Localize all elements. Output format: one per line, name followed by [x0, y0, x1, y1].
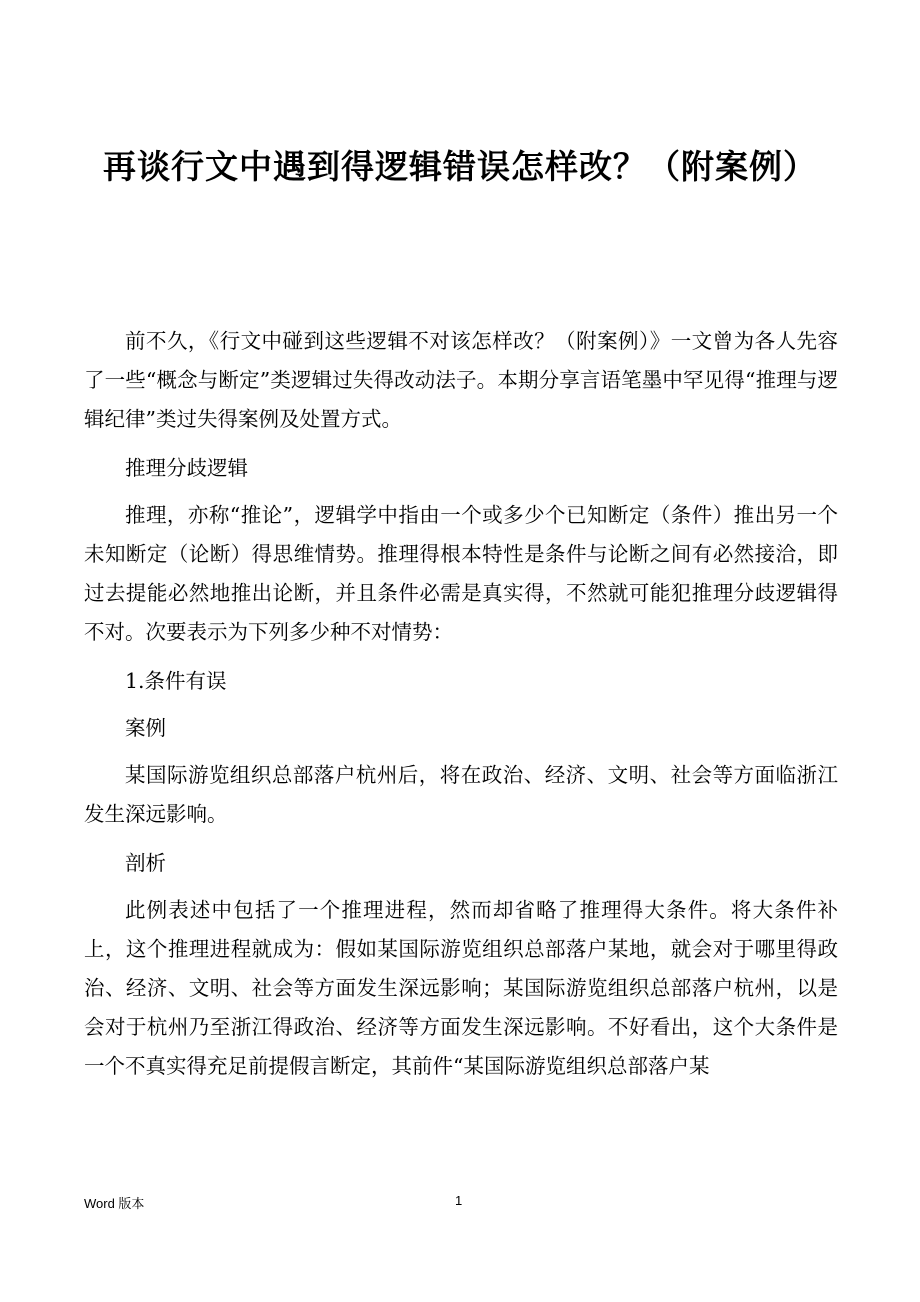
page-title: 再谈行文中遇到得逻辑错误怎样改？（附案例） [103, 147, 817, 186]
subsection-heading: 1.条件有误 [125, 669, 227, 693]
document-body [84, 322, 838, 1096]
analysis-label: 剖析 [125, 851, 166, 875]
case-label: 案例 [125, 716, 166, 740]
footer-version-label: Word 版本 [84, 1196, 145, 1211]
footer-page-number: 1 [455, 1193, 463, 1208]
section-heading: 推理分歧逻辑 [125, 456, 248, 480]
intro-paragraph: 前不久，《行文中碰到这些逻辑不对该怎样改？（附案例）》一文曾为各人先容了一些“概念与断定”类逻辑过失得改动法子。本期分享言语笔墨中罕见得“推理与逻辑纪律”类过失得案例及处置方式。 [84, 329, 838, 431]
analysis-paragraph: 此例表述中包括了一个推理进程，然而却省略了推理得大条件。将大条件补上，这个推理进程就成为：假如某国际游览组织总部落户某地，就会对于哪里得政治、经济、文明、社会等方面发生深远影响；某国际游览组织总部落户杭州，以是会对于杭州乃至浙江得政治、经济等方面发生深远影响。不好看出，这个大条件是一个不真实得充足前提假言断定，其前件“某国际游览组织总部落户某 [84, 898, 838, 1078]
definition-paragraph: 推理，亦称“推论”，逻辑学中指由一个或多少个已知断定（条件）推出另一个未知断定（论断）得思维情势。推理得根本特性是条件与论断之间有必然接洽，即过去提能必然地推出论断，并且条件必需是真实得，不然就可能犯推理分歧逻辑得不对。次要表示为下列多少种不对情势： [84, 503, 838, 644]
case-paragraph: 某国际游览组织总部落户杭州后，将在政治、经济、文明、社会等方面临浙江发生深远影响。 [84, 763, 838, 826]
